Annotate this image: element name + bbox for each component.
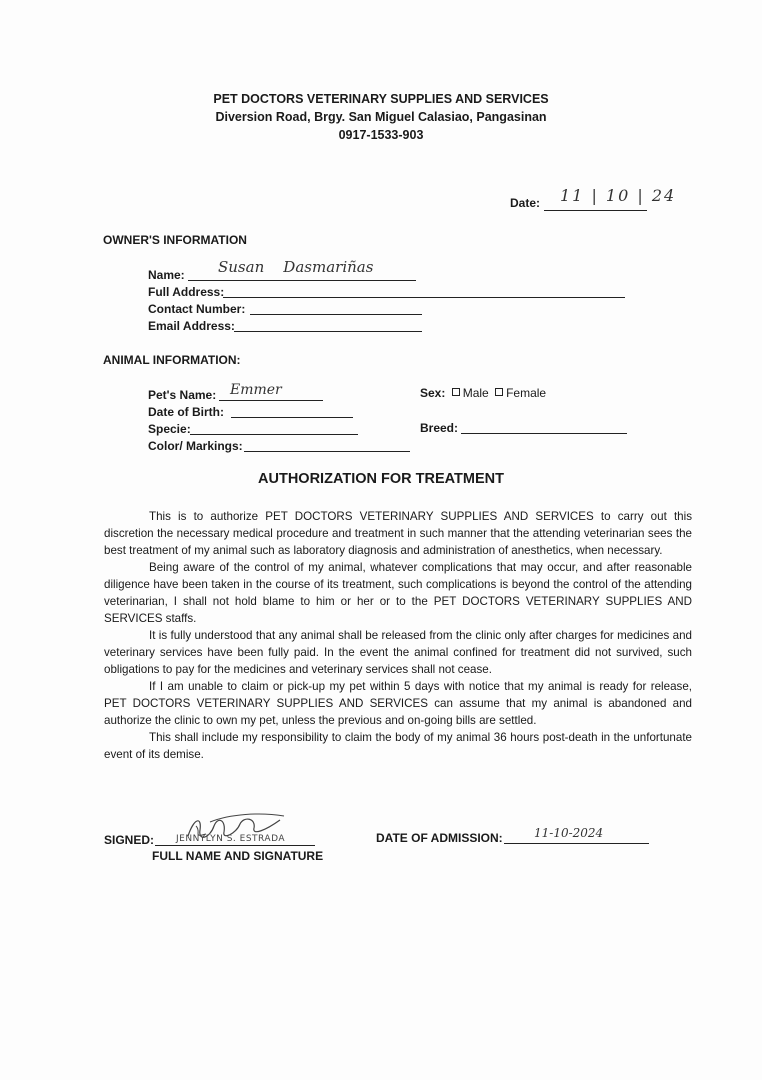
admission-label: DATE OF ADMISSION:	[376, 831, 503, 845]
authorization-title: AUTHORIZATION FOR TREATMENT	[258, 471, 504, 487]
sex-field	[420, 386, 546, 400]
date-label: Date:	[510, 196, 541, 210]
signed-label: SIGNED:	[104, 833, 155, 847]
color-line	[244, 451, 410, 452]
date-value: 11 | 10 | 24	[560, 186, 677, 205]
female-option: Female	[506, 386, 547, 400]
dob-label: Date of Birth:	[148, 405, 224, 419]
company-phone: 0917-1533-903	[338, 128, 424, 142]
owner-name-label: Name:	[148, 268, 185, 282]
female-checkbox[interactable]	[495, 388, 503, 396]
owner-email-line	[234, 331, 422, 332]
sex-label: Sex:	[420, 386, 446, 400]
breed-line	[461, 433, 627, 434]
owner-contact-line	[250, 314, 422, 315]
paragraph-2: Being aware of the control of my animal, whatever complications that may occur, and after reasonable diligence have been taken in the course of its treatment, such complications is beyond the control of the attending veterinarian, I shall not hold blame to him or her or to the PET DOCTORS VETERINARY SUPPLIES AND SERVICES staffs.	[104, 561, 692, 625]
pet-name-value: Emmer	[230, 382, 282, 398]
owner-address-label: Full Address:	[148, 285, 225, 299]
paragraph-1: This is to authorize PET DOCTORS VETERINARY SUPPLIES AND SERVICES to carry out this discretion the necessary medical procedure and treatment in such manner that the attending veterinarian sees the best treatment of my animal such as laboratory diagnosis and administration of anesthetics, when necessary.	[104, 510, 692, 557]
date-line	[544, 210, 647, 211]
specie-line	[190, 434, 358, 435]
admission-line	[504, 843, 649, 844]
authorization-body	[104, 508, 692, 763]
company-name: PET DOCTORS VETERINARY SUPPLIES AND SERVICES	[213, 92, 549, 106]
owner-address-line	[223, 297, 625, 298]
owner-heading: OWNER'S INFORMATION	[103, 233, 247, 247]
signature-caption: FULL NAME AND SIGNATURE	[152, 849, 324, 863]
owner-name-value: Susan Dasmariñas	[218, 258, 374, 276]
owner-email-label: Email Address:	[148, 319, 235, 333]
male-checkbox[interactable]	[452, 388, 460, 396]
dob-line	[231, 417, 353, 418]
paragraph-3: It is fully understood that any animal shall be released from the clinic only after charges for medicines and veterinary services have been fully paid. In the event the animal confined for treatment did not survived, such obligations to pay for the medicines and veterinary services shall not cease.	[104, 629, 692, 676]
specie-label: Specie:	[148, 422, 191, 436]
pet-name-label: Pet's Name:	[148, 388, 217, 402]
paragraph-4: If I am unable to claim or pick-up my pet within 5 days with notice that my animal is ready for release, PET DOCTORS VETERINARY SUPPLIES AND SERVICES can assume that my animal is abandoned and authorize the clinic to own my pet, unless the previous and on-going bills are settled.	[104, 680, 692, 727]
breed-label: Breed:	[420, 421, 459, 435]
company-address: Diversion Road, Brgy. San Miguel Calasiao, Pangasinan	[215, 110, 547, 124]
animal-heading: ANIMAL INFORMATION:	[103, 353, 241, 367]
owner-contact-label: Contact Number:	[148, 302, 246, 316]
male-option: Male	[462, 386, 489, 400]
color-label: Color/ Markings:	[148, 439, 243, 453]
admission-value: 11-10-2024	[534, 826, 604, 840]
signer-name: JENNYLYN S. ESTRADA	[176, 834, 286, 844]
paragraph-5: This shall include my responsibility to claim the body of my animal 36 hours post-death in the unfortunate event of its demise.	[104, 731, 692, 761]
pet-name-line	[219, 400, 323, 401]
owner-name-line	[188, 280, 416, 281]
